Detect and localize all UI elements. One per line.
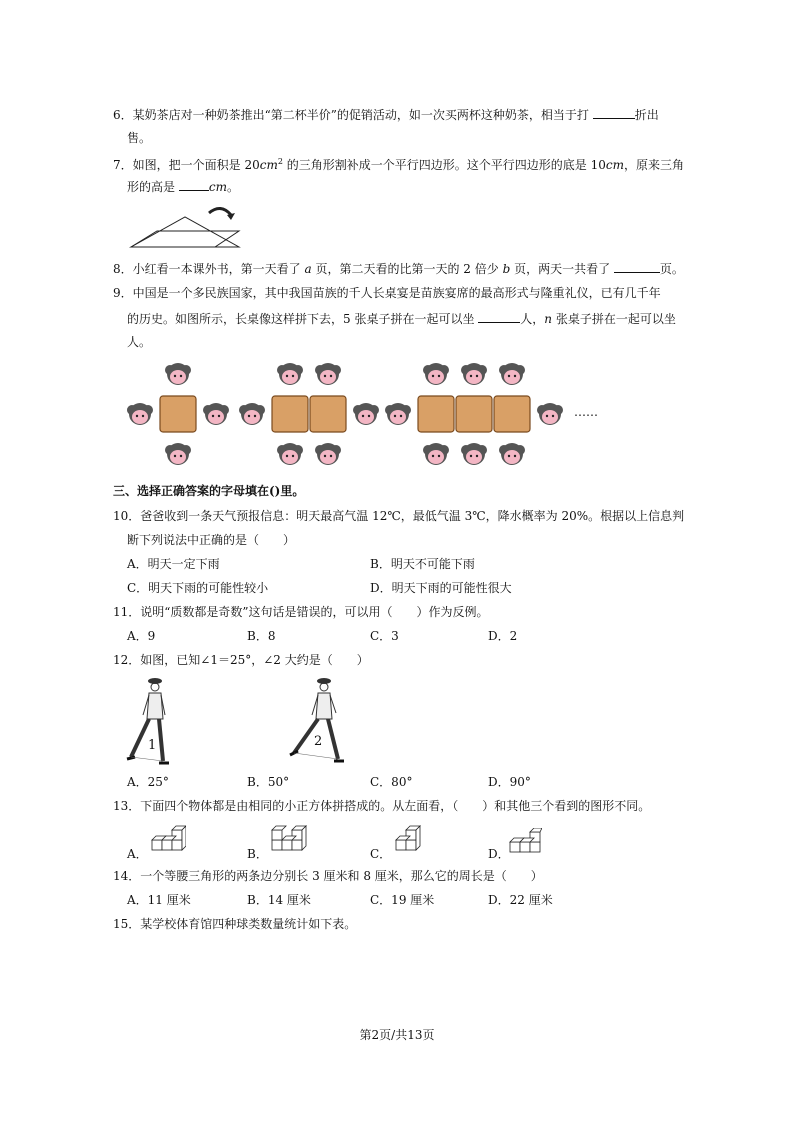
question-9 bbox=[113, 283, 661, 303]
q8-number: 8． bbox=[113, 262, 133, 276]
q11-text: 说明“质数都是奇数”这句话是错误的，可以用（ ）作为反例。 bbox=[140, 605, 489, 619]
guest-person-icon bbox=[165, 443, 191, 465]
q13-number: 13． bbox=[113, 799, 141, 813]
question-6-cont bbox=[127, 128, 151, 148]
section-3-heading: 三、选择正确答案的字母填在()里。 bbox=[113, 484, 305, 498]
q7-area-value: 20 bbox=[244, 158, 260, 172]
q8-text-d: 页。 bbox=[659, 262, 684, 276]
q10-option-b[interactable]: B．明天不可能下雨 bbox=[370, 557, 475, 571]
q7-answer-blank[interactable] bbox=[179, 176, 209, 191]
guest-person-icon bbox=[277, 363, 303, 385]
q13-cube-stack-b-icon bbox=[268, 822, 308, 854]
q13-option-b[interactable]: B． bbox=[247, 847, 268, 861]
guest-person-icon bbox=[461, 443, 487, 465]
question-9-cont bbox=[127, 308, 676, 329]
q14-number: 14． bbox=[113, 869, 141, 883]
banquet-table bbox=[310, 396, 346, 432]
q10-option-c[interactable]: C．明天下雨的可能性较小 bbox=[127, 581, 269, 595]
q10-line1: 爸爸收到一条天气预报信息：明天最高气温 12℃，最低气温 3℃，降水概率为 20%。根据以上信息判 bbox=[140, 509, 685, 523]
q13-option-d[interactable]: D． bbox=[488, 847, 510, 861]
q13-cube-stack-d-icon bbox=[508, 828, 542, 854]
q10-number: 10． bbox=[113, 509, 141, 523]
guest-person-icon bbox=[537, 403, 563, 425]
q9-number: 9． bbox=[113, 286, 133, 300]
q8-answer-blank[interactable] bbox=[614, 258, 660, 273]
q9-line3: 人。 bbox=[127, 335, 152, 349]
q8-var-b: b bbox=[502, 262, 511, 276]
guest-person-icon bbox=[423, 363, 449, 385]
guest-person-icon bbox=[315, 443, 341, 465]
q7-text-e: cm bbox=[208, 180, 227, 194]
q12-option-b[interactable]: B．50° bbox=[247, 775, 290, 789]
guest-person-icon bbox=[461, 363, 487, 385]
guest-person-icon bbox=[203, 403, 229, 425]
guest-person-icon bbox=[423, 443, 449, 465]
soldier-walking-figure bbox=[288, 675, 348, 767]
question-7-cont bbox=[127, 176, 239, 197]
q14-text: 一个等腰三角形的两条边分别长 3 厘米和 8 厘米，那么它的周长是（ ） bbox=[140, 869, 543, 883]
q11-number: 11． bbox=[113, 605, 141, 619]
banquet-table bbox=[272, 396, 308, 432]
q7-base-unit: cm bbox=[605, 158, 625, 172]
question-10 bbox=[113, 506, 684, 526]
q7-base-value: 10 bbox=[590, 158, 606, 172]
question-12 bbox=[113, 650, 369, 670]
guest-person-icon bbox=[499, 443, 525, 465]
q9-line2-b: 人， bbox=[520, 312, 545, 326]
q12-angle-label-1: 1 bbox=[148, 738, 157, 753]
question-13 bbox=[113, 796, 650, 816]
q6-text: 某奶茶店对一种奶茶推出“第二杯半价”的促销活动，如一次买两杯这种奶茶，相当于打 bbox=[132, 108, 589, 122]
guest-person-icon bbox=[353, 403, 379, 425]
q11-option-d[interactable]: D．2 bbox=[488, 629, 518, 643]
guest-person-icon bbox=[385, 403, 411, 425]
question-15 bbox=[113, 914, 356, 934]
q10-option-a[interactable]: A．明天一定下雨 bbox=[127, 557, 220, 571]
q13-cube-stack-a-icon bbox=[150, 822, 186, 854]
q13-option-c[interactable]: C． bbox=[370, 847, 392, 861]
q11-option-b[interactable]: B．8 bbox=[247, 629, 276, 643]
banquet-table bbox=[494, 396, 530, 432]
q7-area-unit: cm bbox=[259, 158, 278, 172]
q7-text-b: 的三角形割补成一个平行四边形。这个平行四边形的底是 bbox=[286, 158, 587, 172]
q15-text: 某学校体育馆四种球类数量统计如下表。 bbox=[140, 917, 357, 931]
q6-text-end: 折出 bbox=[634, 108, 659, 122]
q7-area-sup: 2 bbox=[277, 157, 283, 166]
q14-option-b[interactable]: B．14 厘米 bbox=[247, 893, 311, 907]
question-14 bbox=[113, 866, 543, 886]
q6-text-cont: 售。 bbox=[127, 131, 152, 145]
q11-option-c[interactable]: C．3 bbox=[370, 629, 399, 643]
q6-answer-blank[interactable] bbox=[593, 104, 635, 119]
q9-long-table-figure bbox=[125, 360, 605, 472]
q14-option-c[interactable]: C．19 厘米 bbox=[370, 893, 435, 907]
q12-option-c[interactable]: C．80° bbox=[370, 775, 413, 789]
q14-option-a[interactable]: A．11 厘米 bbox=[127, 893, 191, 907]
q7-triangle-parallelogram-figure bbox=[127, 203, 247, 251]
q8-text-c: 页，两天一共看了 bbox=[514, 262, 611, 276]
question-9-cont2 bbox=[127, 332, 151, 352]
guest-person-icon bbox=[499, 363, 525, 385]
banquet-table bbox=[456, 396, 492, 432]
q7-text-c: ，原来三角 bbox=[624, 158, 685, 172]
q9-line2-a: 的历史。如图所示，长桌像这样拼下去，5 张桌子拼在一起可以坐 bbox=[127, 312, 475, 326]
banquet-table bbox=[160, 396, 196, 432]
q7-text-a: 如图，把一个面积是 bbox=[132, 158, 241, 172]
q9-var-n: n bbox=[544, 312, 553, 326]
q12-text: 如图，已知∠1＝25°，∠2 大约是（ ） bbox=[140, 653, 369, 667]
q11-option-a[interactable]: A．9 bbox=[127, 629, 156, 643]
q13-text: 下面四个物体都是由相同的小正方体拼搭成的。从左面看，（ ）和其他三个看到的图形不同。 bbox=[140, 799, 651, 813]
question-8 bbox=[113, 258, 684, 279]
guest-person-icon bbox=[127, 403, 153, 425]
q12-number: 12． bbox=[113, 653, 141, 667]
q8-text-b: 页，第二天看的比第一天的 2 倍少 bbox=[315, 262, 499, 276]
guest-person-icon bbox=[277, 443, 303, 465]
q12-option-a[interactable]: A．25° bbox=[127, 775, 169, 789]
guest-person-icon bbox=[315, 363, 341, 385]
banquet-table bbox=[418, 396, 454, 432]
q10-line2: 断下列说法中正确的是（ ） bbox=[127, 533, 296, 547]
q12-angle-label-2: 2 bbox=[314, 734, 323, 749]
q9-line1: 中国是一个多民族国家，其中我国苗族的千人长桌宴是苗族宴席的最高形式与隆重礼仪，已有几千年 bbox=[132, 286, 661, 300]
q13-option-a[interactable]: A． bbox=[127, 847, 148, 861]
q13-cube-stack-c-icon bbox=[392, 822, 422, 854]
question-11 bbox=[113, 602, 489, 622]
q9-answer-blank-1[interactable] bbox=[478, 308, 520, 323]
q9-ellipsis: …… bbox=[574, 405, 598, 419]
q12-option-d[interactable]: D．90° bbox=[488, 775, 531, 789]
question-6 bbox=[113, 104, 659, 125]
q14-option-d[interactable]: D．22 厘米 bbox=[488, 893, 553, 907]
q7-number: 7． bbox=[113, 158, 133, 172]
q8-var-a: a bbox=[304, 262, 312, 276]
q9-line2-c: 张桌子拼在一起可以坐 bbox=[555, 312, 676, 326]
question-7 bbox=[113, 152, 684, 175]
q8-text-a: 小红看一本课外书，第一天看了 bbox=[132, 262, 301, 276]
q7-text-d: 形的高是 bbox=[127, 180, 176, 194]
guest-person-icon bbox=[239, 403, 265, 425]
page-footer: 第2页/共13页 bbox=[359, 1028, 435, 1042]
question-10-cont bbox=[127, 530, 295, 550]
q7-text-f: 。 bbox=[226, 180, 239, 194]
q10-option-d[interactable]: D．明天下雨的可能性很大 bbox=[370, 581, 512, 595]
q15-number: 15． bbox=[113, 917, 141, 931]
q6-number: 6． bbox=[113, 108, 133, 122]
guest-person-icon bbox=[165, 363, 191, 385]
